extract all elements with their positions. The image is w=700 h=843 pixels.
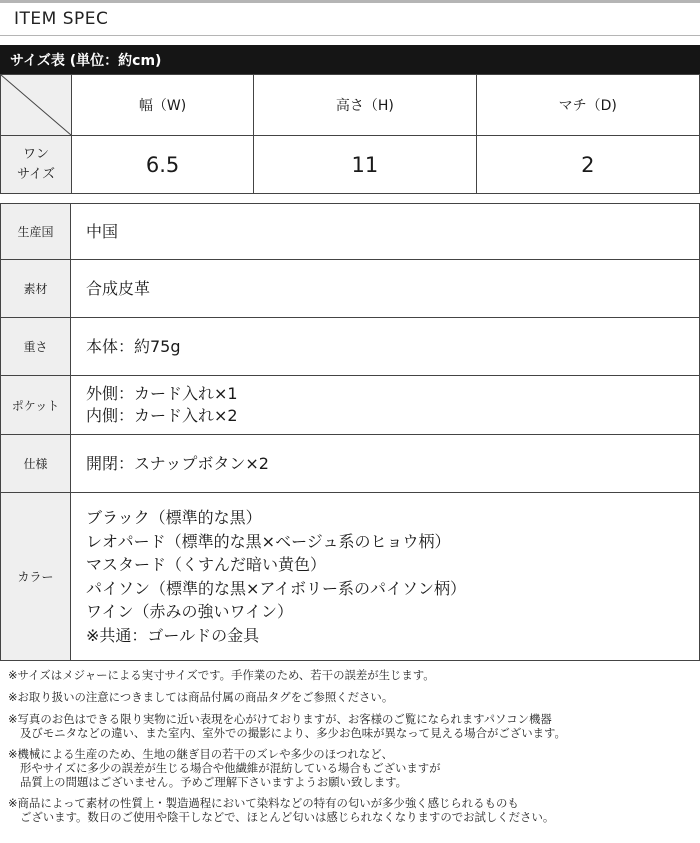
spec-value-material: 合成皮革 bbox=[71, 260, 700, 318]
notes-section bbox=[8, 668, 694, 832]
spec-row-spec bbox=[1, 435, 700, 493]
spec-label-color: カラー bbox=[1, 493, 71, 661]
color-line: パイソン（標準的な黒×アイボリー系のパイソン柄） bbox=[86, 578, 466, 598]
note-odor-line2: ございます。数日のご使用や陰干しなどで、ほとんど匂いは感じられなくなりますのでお試しください。 bbox=[20, 810, 555, 824]
row-label-onesize bbox=[1, 136, 72, 194]
spec-row-color bbox=[1, 493, 700, 661]
color-line: マスタード（くすんだ暗い黄色） bbox=[86, 555, 327, 574]
color-line: ブラック（標準的な黒） bbox=[86, 508, 262, 527]
spec-label-material: 素材 bbox=[1, 260, 71, 318]
note-handling: ※お取り扱いの注意につきましては商品付属の商品タグをご参照ください。 bbox=[8, 690, 394, 704]
column-width: 幅（W) bbox=[72, 75, 254, 136]
spec-value-color bbox=[71, 493, 700, 661]
spec-row-origin bbox=[1, 204, 700, 260]
note-machine-line2: 形やサイズに多少の誤差が生じる場合や他繊維が混紡している場合もございますが bbox=[20, 761, 441, 775]
spec-label-weight: 重さ bbox=[1, 318, 71, 376]
spec-label-pocket: ポケット bbox=[1, 376, 71, 435]
value-height: 11 bbox=[254, 136, 476, 194]
value-width: 6.5 bbox=[72, 136, 254, 194]
diagonal-line-icon bbox=[1, 75, 71, 135]
note-odor-line1: ※商品によって素材の性質上・製造過程において染料などの特有の匂いが多少強く感じられるものも bbox=[8, 796, 519, 810]
note-machine-line1: ※機械による生産のため、生地の継ぎ目の若干のズレや多少のほつれなど、 bbox=[8, 747, 393, 761]
note-photo-color bbox=[8, 712, 694, 740]
row-label-line1: ワン bbox=[22, 146, 49, 162]
note-photo-line2: 及びモニタなどの違い、また室内、室外での撮影により、多少お色味が異なって見える場合がございます。 bbox=[20, 726, 566, 740]
spec-value-pocket bbox=[71, 376, 700, 435]
note-odor bbox=[8, 796, 694, 824]
color-line: レオパード（標準的な黒×ベージュ系のヒョウ柄） bbox=[86, 531, 451, 551]
value-depth: 2 bbox=[476, 136, 699, 194]
pocket-line-inner: 内側：カード入れ×2 bbox=[86, 406, 238, 425]
spec-row-pocket bbox=[1, 376, 700, 435]
item-spec-header bbox=[0, 0, 700, 36]
note-photo-line1: ※写真のお色はできる限り実物に近い表現を心がけておりますが、お客様のご覧になられますパソコン機器 bbox=[8, 712, 552, 726]
size-table-row-onesize bbox=[1, 136, 700, 194]
spec-value-origin: 中国 bbox=[71, 204, 700, 260]
column-depth: マチ（D) bbox=[476, 75, 699, 136]
size-table-header-row bbox=[1, 75, 700, 136]
color-line: ワイン（赤みの強いワイン） bbox=[86, 602, 294, 621]
spec-table bbox=[0, 203, 700, 661]
note-measurement: ※サイズはメジャーによる実寸サイズです。手作業のため、若干の誤差が生じます。 bbox=[8, 668, 435, 682]
spec-value-spec: 開閉：スナップボタン×2 bbox=[71, 435, 700, 493]
spec-row-material bbox=[1, 260, 700, 318]
column-height: 高さ（H) bbox=[254, 75, 476, 136]
spec-row-weight bbox=[1, 318, 700, 376]
spec-label-spec: 仕様 bbox=[1, 435, 71, 493]
item-spec-title: ITEM SPEC bbox=[14, 9, 109, 29]
color-line: ※共通：ゴールドの金具 bbox=[86, 625, 260, 645]
size-table-title: サイズ表 (単位：約cm) bbox=[0, 45, 700, 74]
size-table bbox=[0, 74, 700, 194]
pocket-line-outer: 外側：カード入れ×1 bbox=[86, 384, 238, 403]
note-machine-production bbox=[8, 747, 694, 789]
spec-value-weight: 本体：約75g bbox=[71, 318, 700, 376]
row-label-line2: サイズ bbox=[17, 166, 55, 182]
note-machine-line3: 品質上の問題はございません。予めご理解下さいますようお願い致します。 bbox=[20, 775, 408, 789]
spec-label-origin: 生産国 bbox=[1, 204, 71, 260]
size-table-corner-cell bbox=[1, 75, 72, 136]
